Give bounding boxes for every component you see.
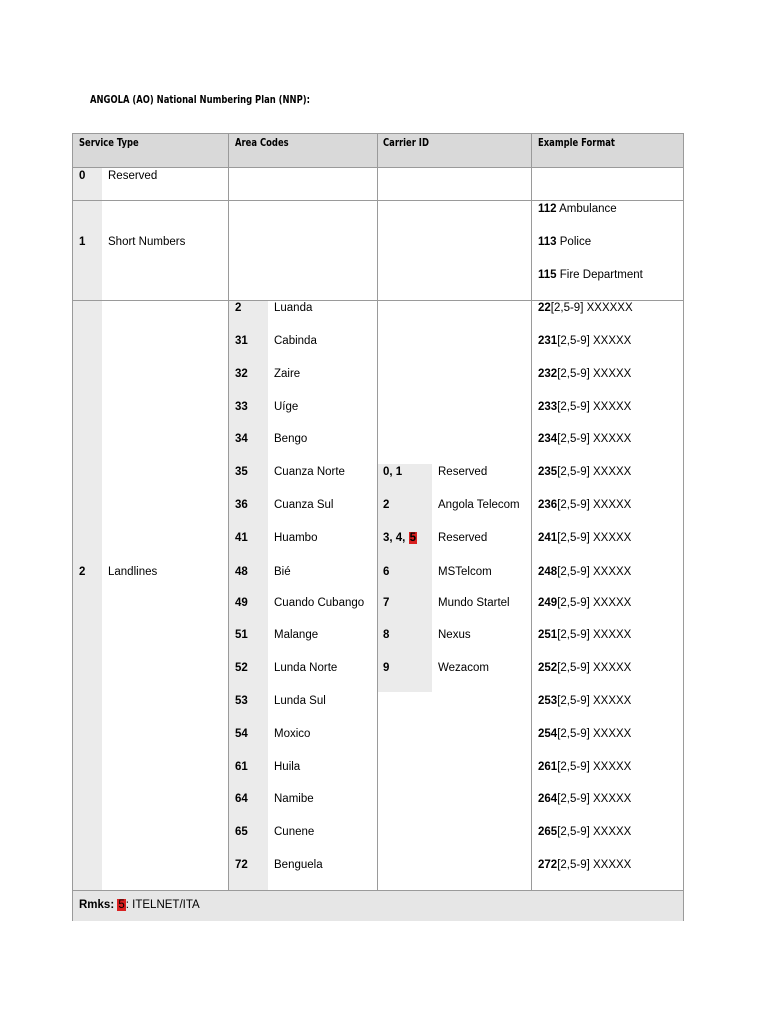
carrier-name: Nexus — [438, 629, 471, 641]
service-digit: 1 — [79, 236, 86, 248]
format-rest: XXXXX — [589, 793, 632, 805]
format-range: [2,5-9] — [557, 499, 590, 511]
format-code: 233 — [538, 401, 558, 413]
short-number-code: 115 — [538, 269, 557, 281]
format-range: [2,5-9] — [557, 793, 590, 805]
format-range: [2,5-9] — [557, 401, 590, 413]
numbering-plan-table — [72, 133, 684, 921]
reserved-digit-cell — [73, 168, 102, 200]
col-divider — [531, 134, 532, 890]
area-code: 49 — [235, 597, 248, 609]
format-range: [2,5-9] — [557, 695, 590, 707]
area-code-column — [228, 301, 268, 890]
example-format — [538, 565, 631, 579]
carrier-name: Wezacom — [438, 662, 489, 674]
area-code: 34 — [235, 433, 248, 445]
area-name: Bié — [274, 566, 291, 578]
format-rest: XXXXX — [589, 401, 632, 413]
table-header — [73, 134, 683, 168]
format-range: [2,5-9] — [557, 597, 590, 609]
area-name: Namibe — [274, 793, 314, 805]
short-digit-cell — [73, 201, 102, 300]
carrier-name: Angola Telecom — [438, 499, 520, 511]
format-code: 252 — [538, 662, 558, 674]
remarks-text: Rmks: 5: ITELNET/ITA — [79, 899, 200, 911]
format-code: 235 — [538, 466, 558, 478]
example-format — [538, 628, 631, 642]
format-code: 236 — [538, 499, 558, 511]
area-code: 33 — [235, 401, 248, 413]
short-number-entry — [538, 202, 617, 216]
carrier-id: 2 — [383, 499, 390, 511]
format-code: 249 — [538, 597, 558, 609]
carrier-id: 0, 1 — [383, 466, 403, 478]
example-format — [538, 661, 631, 675]
example-format — [538, 400, 631, 414]
highlight-mark: 5 — [409, 532, 416, 544]
format-rest: XXXXX — [589, 566, 632, 578]
area-code: 36 — [235, 499, 248, 511]
carrier-name: Mundo Startel — [438, 597, 510, 609]
row-divider — [73, 200, 683, 201]
example-format — [538, 792, 631, 806]
col-divider — [228, 134, 229, 890]
example-format — [538, 367, 631, 381]
format-code: 261 — [538, 761, 558, 773]
format-code: 231 — [538, 335, 558, 347]
example-format — [538, 825, 631, 839]
service-digit: 0 — [79, 170, 86, 182]
header-carrier-id: Carrier ID — [383, 136, 429, 149]
short-number-name: Police — [559, 236, 592, 248]
area-code: 53 — [235, 695, 248, 707]
area-name: Cuanza Norte — [274, 466, 345, 478]
service-label: Reserved — [108, 170, 158, 182]
carrier-id: 8 — [383, 629, 390, 641]
area-name: Cuanza Sul — [274, 499, 334, 511]
area-code: 52 — [235, 662, 248, 674]
format-range: [2,5-9] — [557, 629, 590, 641]
carrier-name: Reserved — [438, 532, 488, 544]
area-name: Moxico — [274, 728, 311, 740]
area-name: Huila — [274, 761, 301, 773]
carrier-id — [383, 531, 417, 545]
header-service-type: Service Type — [79, 136, 139, 149]
format-range: [2,5-9] — [557, 335, 590, 347]
format-rest: XXXXX — [589, 335, 632, 347]
service-label: Landlines — [108, 566, 158, 578]
example-format — [538, 334, 631, 348]
short-number-code: 112 — [538, 203, 557, 215]
carrier-id: 9 — [383, 662, 390, 674]
carrier-id: 7 — [383, 597, 390, 609]
area-code: 65 — [235, 826, 248, 838]
example-format — [538, 498, 631, 512]
format-code: 253 — [538, 695, 558, 707]
header-example-format: Example Format — [538, 136, 615, 149]
short-number-name: Fire Department — [559, 269, 643, 281]
example-format — [538, 760, 631, 774]
area-code: 35 — [235, 466, 248, 478]
area-code: 51 — [235, 629, 248, 641]
format-rest: XXXXX — [589, 499, 632, 511]
area-name: Bengo — [274, 433, 308, 445]
format-code: 265 — [538, 826, 558, 838]
example-format — [538, 694, 631, 708]
area-code: 72 — [235, 859, 248, 871]
area-code: 31 — [235, 335, 248, 347]
format-range: [2,5-9] — [557, 761, 590, 773]
area-name: Huambo — [274, 532, 318, 544]
area-code: 48 — [235, 566, 248, 578]
example-format — [538, 531, 631, 545]
format-code: 251 — [538, 629, 558, 641]
short-number-entry — [538, 268, 643, 282]
example-format — [538, 858, 631, 872]
format-code: 232 — [538, 368, 558, 380]
area-name: Zaire — [274, 368, 301, 380]
service-label: Short Numbers — [108, 236, 186, 248]
area-name: Lunda Sul — [274, 695, 326, 707]
format-code: 241 — [538, 532, 558, 544]
format-range: [2,5-9] — [557, 826, 590, 838]
format-rest: XXXXX — [589, 368, 632, 380]
format-range: [2,5-9] — [557, 566, 590, 578]
format-rest: XXXXXX — [583, 302, 633, 314]
short-number-code: 113 — [538, 236, 557, 248]
col-divider — [377, 134, 378, 890]
area-name: Benguela — [274, 859, 323, 871]
format-rest: XXXXX — [589, 859, 632, 871]
format-rest: XXXXX — [589, 629, 632, 641]
highlight-mark: 5 — [118, 899, 125, 911]
format-range: [2,5-9] — [557, 662, 590, 674]
format-rest: XXXXX — [589, 695, 632, 707]
format-rest: XXXXX — [589, 597, 632, 609]
area-name: Cuando Cubango — [274, 597, 365, 609]
landline-digit-cell — [73, 301, 102, 890]
example-format — [538, 465, 631, 479]
short-number-name: Ambulance — [559, 203, 617, 215]
short-number-entry — [538, 235, 591, 249]
format-range: [2,5-9] — [557, 466, 590, 478]
example-format — [538, 596, 631, 610]
area-name: Cabinda — [274, 335, 317, 347]
area-name: Cunene — [274, 826, 315, 838]
format-code: 264 — [538, 793, 558, 805]
example-format — [538, 301, 633, 315]
area-name: Malange — [274, 629, 319, 641]
area-code: 61 — [235, 761, 248, 773]
format-code: 272 — [538, 859, 558, 871]
area-name: Lunda Norte — [274, 662, 338, 674]
carrier-id: 6 — [383, 566, 390, 578]
format-range: [2,5-9] — [557, 532, 590, 544]
format-range: [2,5-9] — [557, 368, 590, 380]
format-code: 234 — [538, 433, 558, 445]
format-code: 254 — [538, 728, 558, 740]
format-code: 248 — [538, 566, 558, 578]
remarks-row — [73, 890, 683, 921]
area-code: 41 — [235, 532, 248, 544]
format-range: [2,5-9] — [550, 302, 584, 314]
format-rest: XXXXX — [589, 466, 632, 478]
carrier-id-prefix: 3, 4, — [383, 532, 409, 544]
area-code: 2 — [235, 302, 242, 314]
area-code: 54 — [235, 728, 248, 740]
format-rest: XXXXX — [589, 532, 632, 544]
format-range: [2,5-9] — [557, 859, 590, 871]
format-rest: XXXXX — [589, 433, 632, 445]
carrier-name: MSTelcom — [438, 566, 492, 578]
service-digit: 2 — [79, 566, 86, 578]
format-range: [2,5-9] — [557, 433, 590, 445]
page-title: ANGOLA (AO) National Numbering Plan (NNP): — [90, 93, 310, 106]
format-code: 22 — [538, 302, 551, 314]
format-rest: XXXXX — [589, 662, 632, 674]
area-name: Luanda — [274, 302, 313, 314]
header-area-codes: Area Codes — [235, 136, 289, 149]
example-format — [538, 432, 631, 446]
area-name: Uíge — [274, 401, 299, 413]
carrier-name: Reserved — [438, 466, 488, 478]
example-format — [538, 727, 631, 741]
format-range: [2,5-9] — [557, 728, 590, 740]
format-rest: XXXXX — [589, 761, 632, 773]
format-rest: XXXXX — [589, 826, 632, 838]
area-code: 32 — [235, 368, 248, 380]
format-rest: XXXXX — [589, 728, 632, 740]
area-code: 64 — [235, 793, 248, 805]
